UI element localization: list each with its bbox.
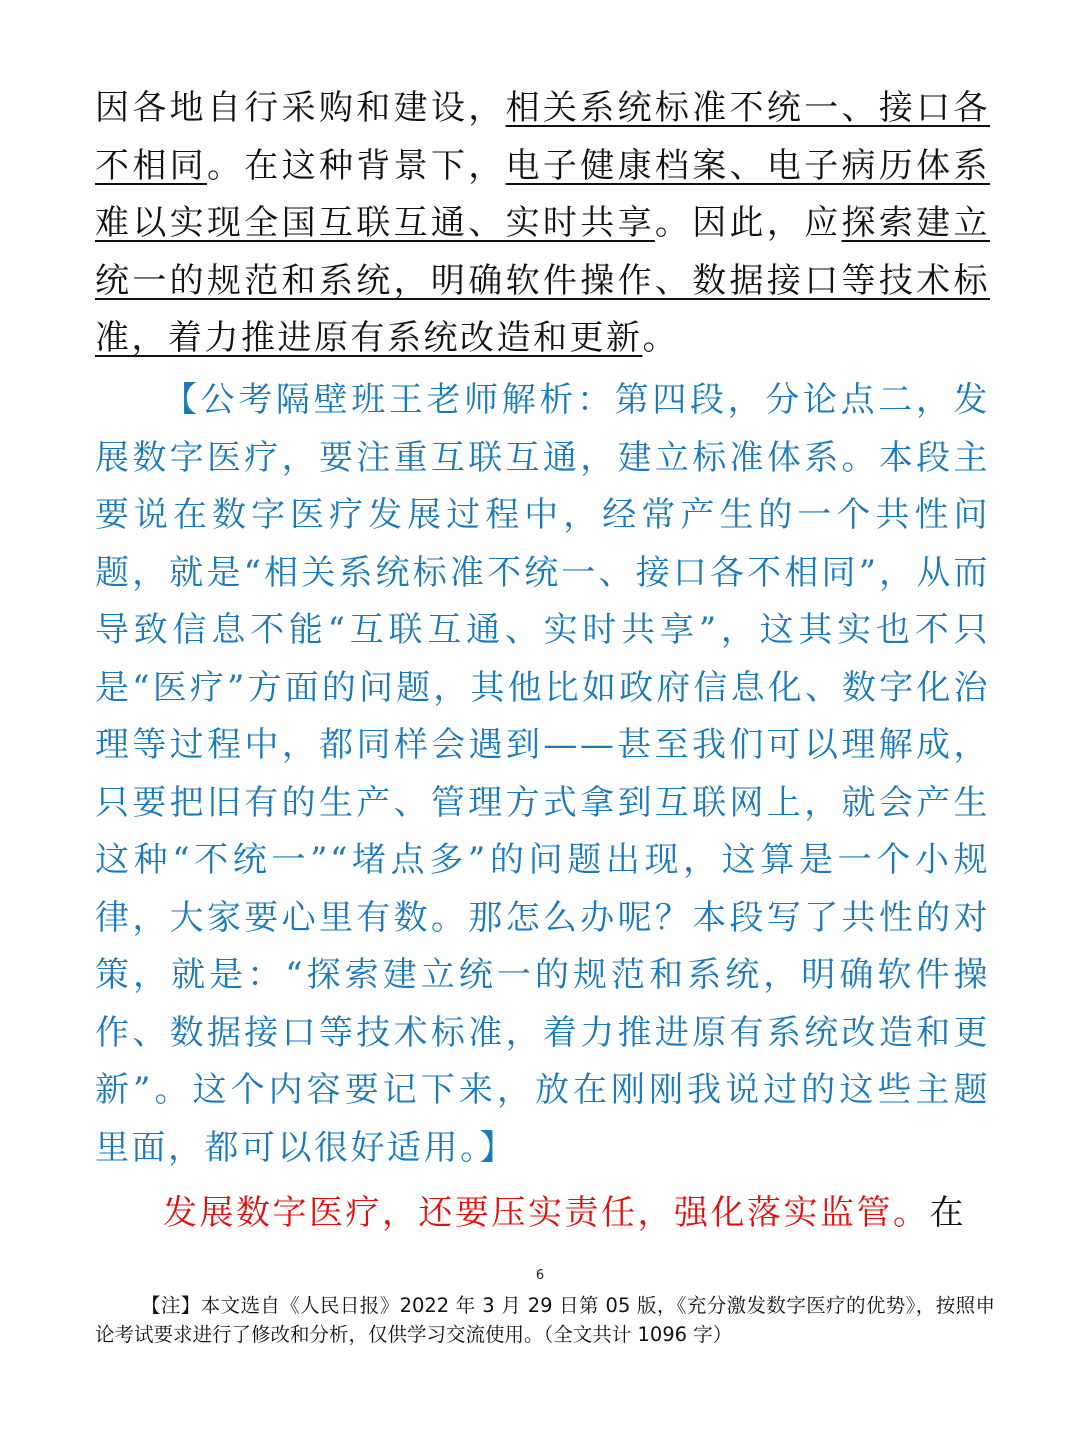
teacher-analysis-paragraph: 【公考隔壁班王老师解析：第四段，分论点二，发展数字医疗，要注重互联互通，建立标准体系。本段主要说在数字医疗发展过程中，经常产生的一个共性问题，就是“相关系统标准不统一、接口各不相同”，从而导致信息不能“互联互通、实时共享”，这其实也不只是“医疗”方面的问题，其他比如政府信息化、数字化治理等过程中，都同样会遇到——甚至我们可以理解成，只要把旧有的生产、管理方式拿到互联网上，就会产生这种“不统一”“堵点多”的问题出现，这算是一个小规律，大家要心里有数。那怎么办呢？本段写了共性的对策，就是：“探索建立统一的规范和系统，明确软件操作、数据接口等技术标准，着力推进原有系统改造和更新”。这个内容要记下来，放在刚刚我说过的这些主题里面，都可以很好适用。】 — [95, 380, 990, 1168]
paragraph-text: 。因此，应 — [654, 203, 842, 243]
paragraph-text: 因各地自行采购和建设， — [95, 88, 506, 128]
underlined-key-phrase: 相关系统标准不统一、接口各不相同 — [95, 88, 991, 186]
paragraph-text: 在 — [929, 1193, 966, 1233]
body-paragraph-standards — [95, 80, 990, 368]
page-number: 6 — [535, 1268, 545, 1283]
underlined-key-phrase: 探索建立统一的规范和系统，明确软件操作、数据接口等技术标准，着力推进原有系统改造和更新 — [95, 203, 991, 358]
source-footnote: 【注】本文选自《人民日报》2022 年 3 月 29 日第 05 版，《充分激发数字医疗的优势》，按照申论考试要求进行了修改和分析，仅供学习交流使用。（全文共计 1096 字） — [95, 1294, 995, 1346]
red-topic-sentence: 发展数字医疗，还要压实责任，强化落实监管。 — [163, 1193, 930, 1233]
body-paragraph-supervision — [95, 1185, 990, 1243]
underlined-key-phrase: 电子健康档案、电子病历体系难以实现全国互联互通、实时共享 — [95, 145, 991, 243]
paragraph-text: 。 — [642, 318, 679, 358]
paragraph-text: 。在这种背景下， — [206, 145, 506, 186]
